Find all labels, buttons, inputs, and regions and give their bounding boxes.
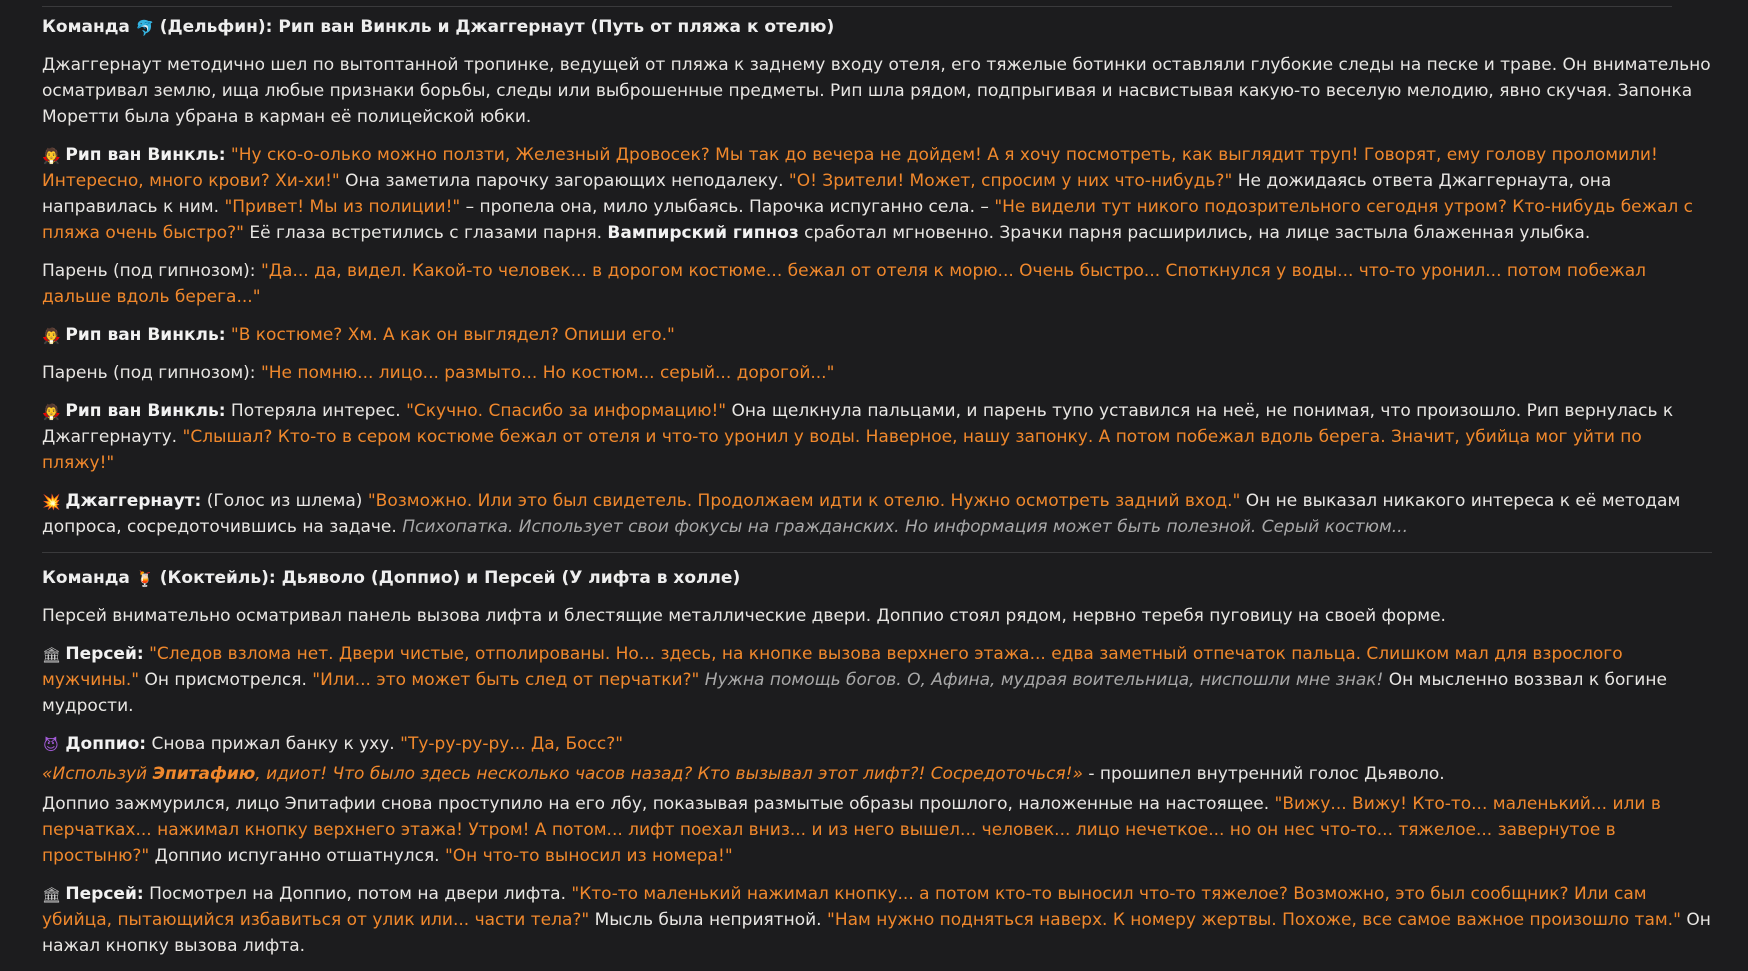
quote: "О! Зрители! Может, спросим у них что-нибудь?" (788, 171, 1233, 191)
speaker-name: Джаггернаут: (65, 491, 202, 511)
speaker-name: Рип ван Винкль: (65, 401, 226, 421)
inner-voice-paragraph (42, 761, 1712, 787)
heading-prefix: Команда (42, 17, 130, 37)
vampire-icon: 🧛 (42, 403, 61, 421)
team-dolphin-section (42, 14, 1712, 540)
quote: "Не помню... лицо... размыто... Но костюм... серый... дорогой..." (260, 363, 835, 383)
quote: "Кто-то маленький нажимал кнопку... а потом кто-то выносил что-то тяжелое? Возможно, это был сообщник? Или сам убийца, пытающийся избавиться от улик или... части тела?" (42, 884, 1647, 930)
speaker-name: Парень (под гипнозом): (42, 363, 256, 383)
dialogue-paragraph (42, 641, 1712, 719)
quote: "Следов взлома нет. Двери чистые, отполированы. Но... здесь, на кнопке вызова верхнего этажа... едва заметный отпечаток пальца. Слишком мал для взрослого мужчины." (42, 644, 1623, 690)
temple-icon: 🏛 (42, 886, 62, 904)
speaker-name: Рип ван Винкль: (65, 325, 226, 345)
dialogue-paragraph (42, 398, 1712, 476)
narration: Она заметила парочку загорающих неподалеку. (345, 171, 784, 191)
narration: Её глаза встретились с глазами парня. (249, 223, 602, 243)
dialogue-paragraph (42, 258, 1712, 310)
narration: Он нажал кнопку вызова лифта. (42, 910, 1711, 956)
temple-icon: 🏛 (42, 646, 62, 664)
narration-paragraph: Джаггернаут методично шел по вытоптанной тропинке, ведущей от пляжа к заднему входу отеля, его тяжелые ботинки оставляли глубокие следы на песке и траве. Он внимательно осматривал землю, ища любые признаки борьбы, следы или выброшенные предметы. Рип шла рядом, подпрыгивая и насвистывая какую-то веселую мелодию, явно скучая. Запонка Моретти была убрана в карман её полицейской юбки. (42, 55, 1711, 127)
speaker-name: Доппио: (65, 734, 147, 754)
section-heading (42, 565, 1712, 591)
cocktail-icon: 🍹 (135, 570, 155, 588)
narration: Она щелкнула пальцами, и парень тупо уставился на неё, не понимая, что произошло. Рип вернулась к Джаггернауту. (42, 401, 1674, 447)
narration: Он не выказал никакого интереса к её методам допроса, сосредоточившись на задаче. (42, 491, 1681, 537)
dialogue-paragraph (42, 731, 1712, 757)
quote: "Нам нужно подняться наверх. К номеру жертвы. Похоже, все самое важное произошло там." (827, 910, 1681, 930)
heading-text: (Дельфин): Рип ван Винкль и Джаггернаут (Путь от пляжа к отелю) (159, 17, 835, 37)
inner-thought: Психопатка. Использует свои фокусы на гражданских. Но информация может быть полезной. Серый костюм... (402, 517, 1408, 537)
quote: "Не видели тут никого подозрительного сегодня утром? Кто-нибудь бежал с пляжа очень быстро?" (42, 197, 1693, 243)
speaker-name: Рип ван Винкль: (65, 145, 226, 165)
heading-prefix: Команда (42, 568, 130, 588)
narration: Потеряла интерес. (230, 401, 401, 421)
narration: (Голос из шлема) (206, 491, 363, 511)
narration: Доппио зажмурился, лицо Эпитафии снова проступило на его лбу, показывая размытые образы прошлого, наложенные на настоящее. (42, 794, 1270, 814)
narration-paragraph (42, 791, 1712, 869)
vampire-icon: 🧛 (42, 147, 61, 165)
dialogue-paragraph (42, 360, 1712, 386)
narration: сработал мгновенно. Зрачки парня расширились, на лице застыла блаженная улыбка. (804, 223, 1591, 243)
quote: "Да... да, видел. Какой-то человек... в дорогом костюме... бежал от отеля к морю... Очень быстро... Споткнулся у воды... что-то уронил... потом побежал дальше вдоль берега..." (42, 261, 1646, 307)
inner-voice-quote: , идиот! Что было здесь несколько часов назад? Кто вызывал этот лифт?! Сосредоточься!» (255, 764, 1083, 784)
bold-term: Вампирский гипноз (607, 223, 799, 243)
chat-message-content (42, 10, 1712, 971)
section-heading (42, 14, 1712, 40)
imp-icon: 😈 (43, 736, 59, 754)
quote: "В костюме? Хм. А как он выглядел? Опиши его." (230, 325, 675, 345)
narration: Снова прижал банку к уху. (151, 734, 395, 754)
dialogue-paragraph (42, 322, 1712, 348)
dialogue-paragraph (42, 881, 1712, 959)
team-cocktail-section (42, 552, 1712, 959)
speaker-name: Персей: (65, 644, 144, 664)
quote: "Скучно. Спасибо за информацию!" (406, 401, 727, 421)
quote: "Слышал? Кто-то в сером костюме бежал от отеля и что-то уронил у воды. Наверное, нашу запонку. А потом побежал вдоль берега. Значит, убийца мог уйти по пляжу!" (42, 427, 1642, 473)
speaker-name: Персей: (65, 884, 144, 904)
quote: "Ну ско-о-олько можно ползти, Железный Дровосек? Мы так до вечера не дойдем! А я хочу посмотреть, как выглядит труп! Говорят, ему голову проломили! Интересно, много крови? Хи-хи!" (42, 145, 1658, 191)
quote: "Привет! Мы из полиции!" (224, 197, 461, 217)
dialogue-paragraph (42, 142, 1712, 246)
quote: "Возможно. Или это был свидетель. Продолжаем идти к отелю. Нужно осмотреть задний вход." (367, 491, 1241, 511)
quote: "Он что-то выносил из номера!" (444, 846, 733, 866)
narration: – пропела она, мило улыбаясь. Парочка испуганно села. – (465, 197, 989, 217)
speaker-name: Парень (под гипнозом): (42, 261, 256, 281)
top-divider (42, 6, 1672, 7)
narration: - прошипел внутренний голос Дьяволо. (1088, 764, 1445, 784)
narration: Посмотрел на Доппио, потом на двери лифта. (149, 884, 566, 904)
narration: Он мысленно воззвал к богине мудрости. (42, 670, 1667, 716)
narration-paragraph: Персей внимательно осматривал панель вызова лифта и блестящие металлические двери. Доппио стоял рядом, нервно теребя пуговицу на своей форме. (42, 606, 1446, 626)
narration: Доппио испуганно отшатнулся. (154, 846, 440, 866)
dolphin-icon: 🐬 (135, 19, 155, 37)
quote: "Или... это может быть след от перчатки?" (312, 670, 700, 690)
dialogue-paragraph (42, 488, 1712, 540)
quote: "Вижу... Вижу! Кто-то... маленький... или в перчатках... нажимал кнопку верхнего этажа! Утром! А потом... лифт поехал вниз... и из него вышел... человек... лицо нечеткое... но он нес что-то... тяжелое... завернутое в простыню?" (42, 794, 1661, 866)
narration: Мысль была неприятной. (594, 910, 822, 930)
quote: "Ту-ру-ру-ру... Да, Босс?" (400, 734, 624, 754)
narration: Он присмотрелся. (144, 670, 307, 690)
inner-thought: Нужна помощь богов. О, Афина, мудрая воительница, ниспошли мне знак! (704, 670, 1384, 690)
stand-name: Эпитафию (152, 764, 256, 784)
narration: Не дожидаясь ответа Джаггернаута, она направилась к ним. (42, 171, 1612, 217)
vampire-icon: 🧛 (42, 327, 61, 345)
burst-icon: 💥 (42, 493, 61, 511)
inner-voice-quote: «Используй (42, 764, 148, 784)
heading-text: (Коктейль): Дьяволо (Доппио) и Персей (У лифта в холле) (159, 568, 741, 588)
